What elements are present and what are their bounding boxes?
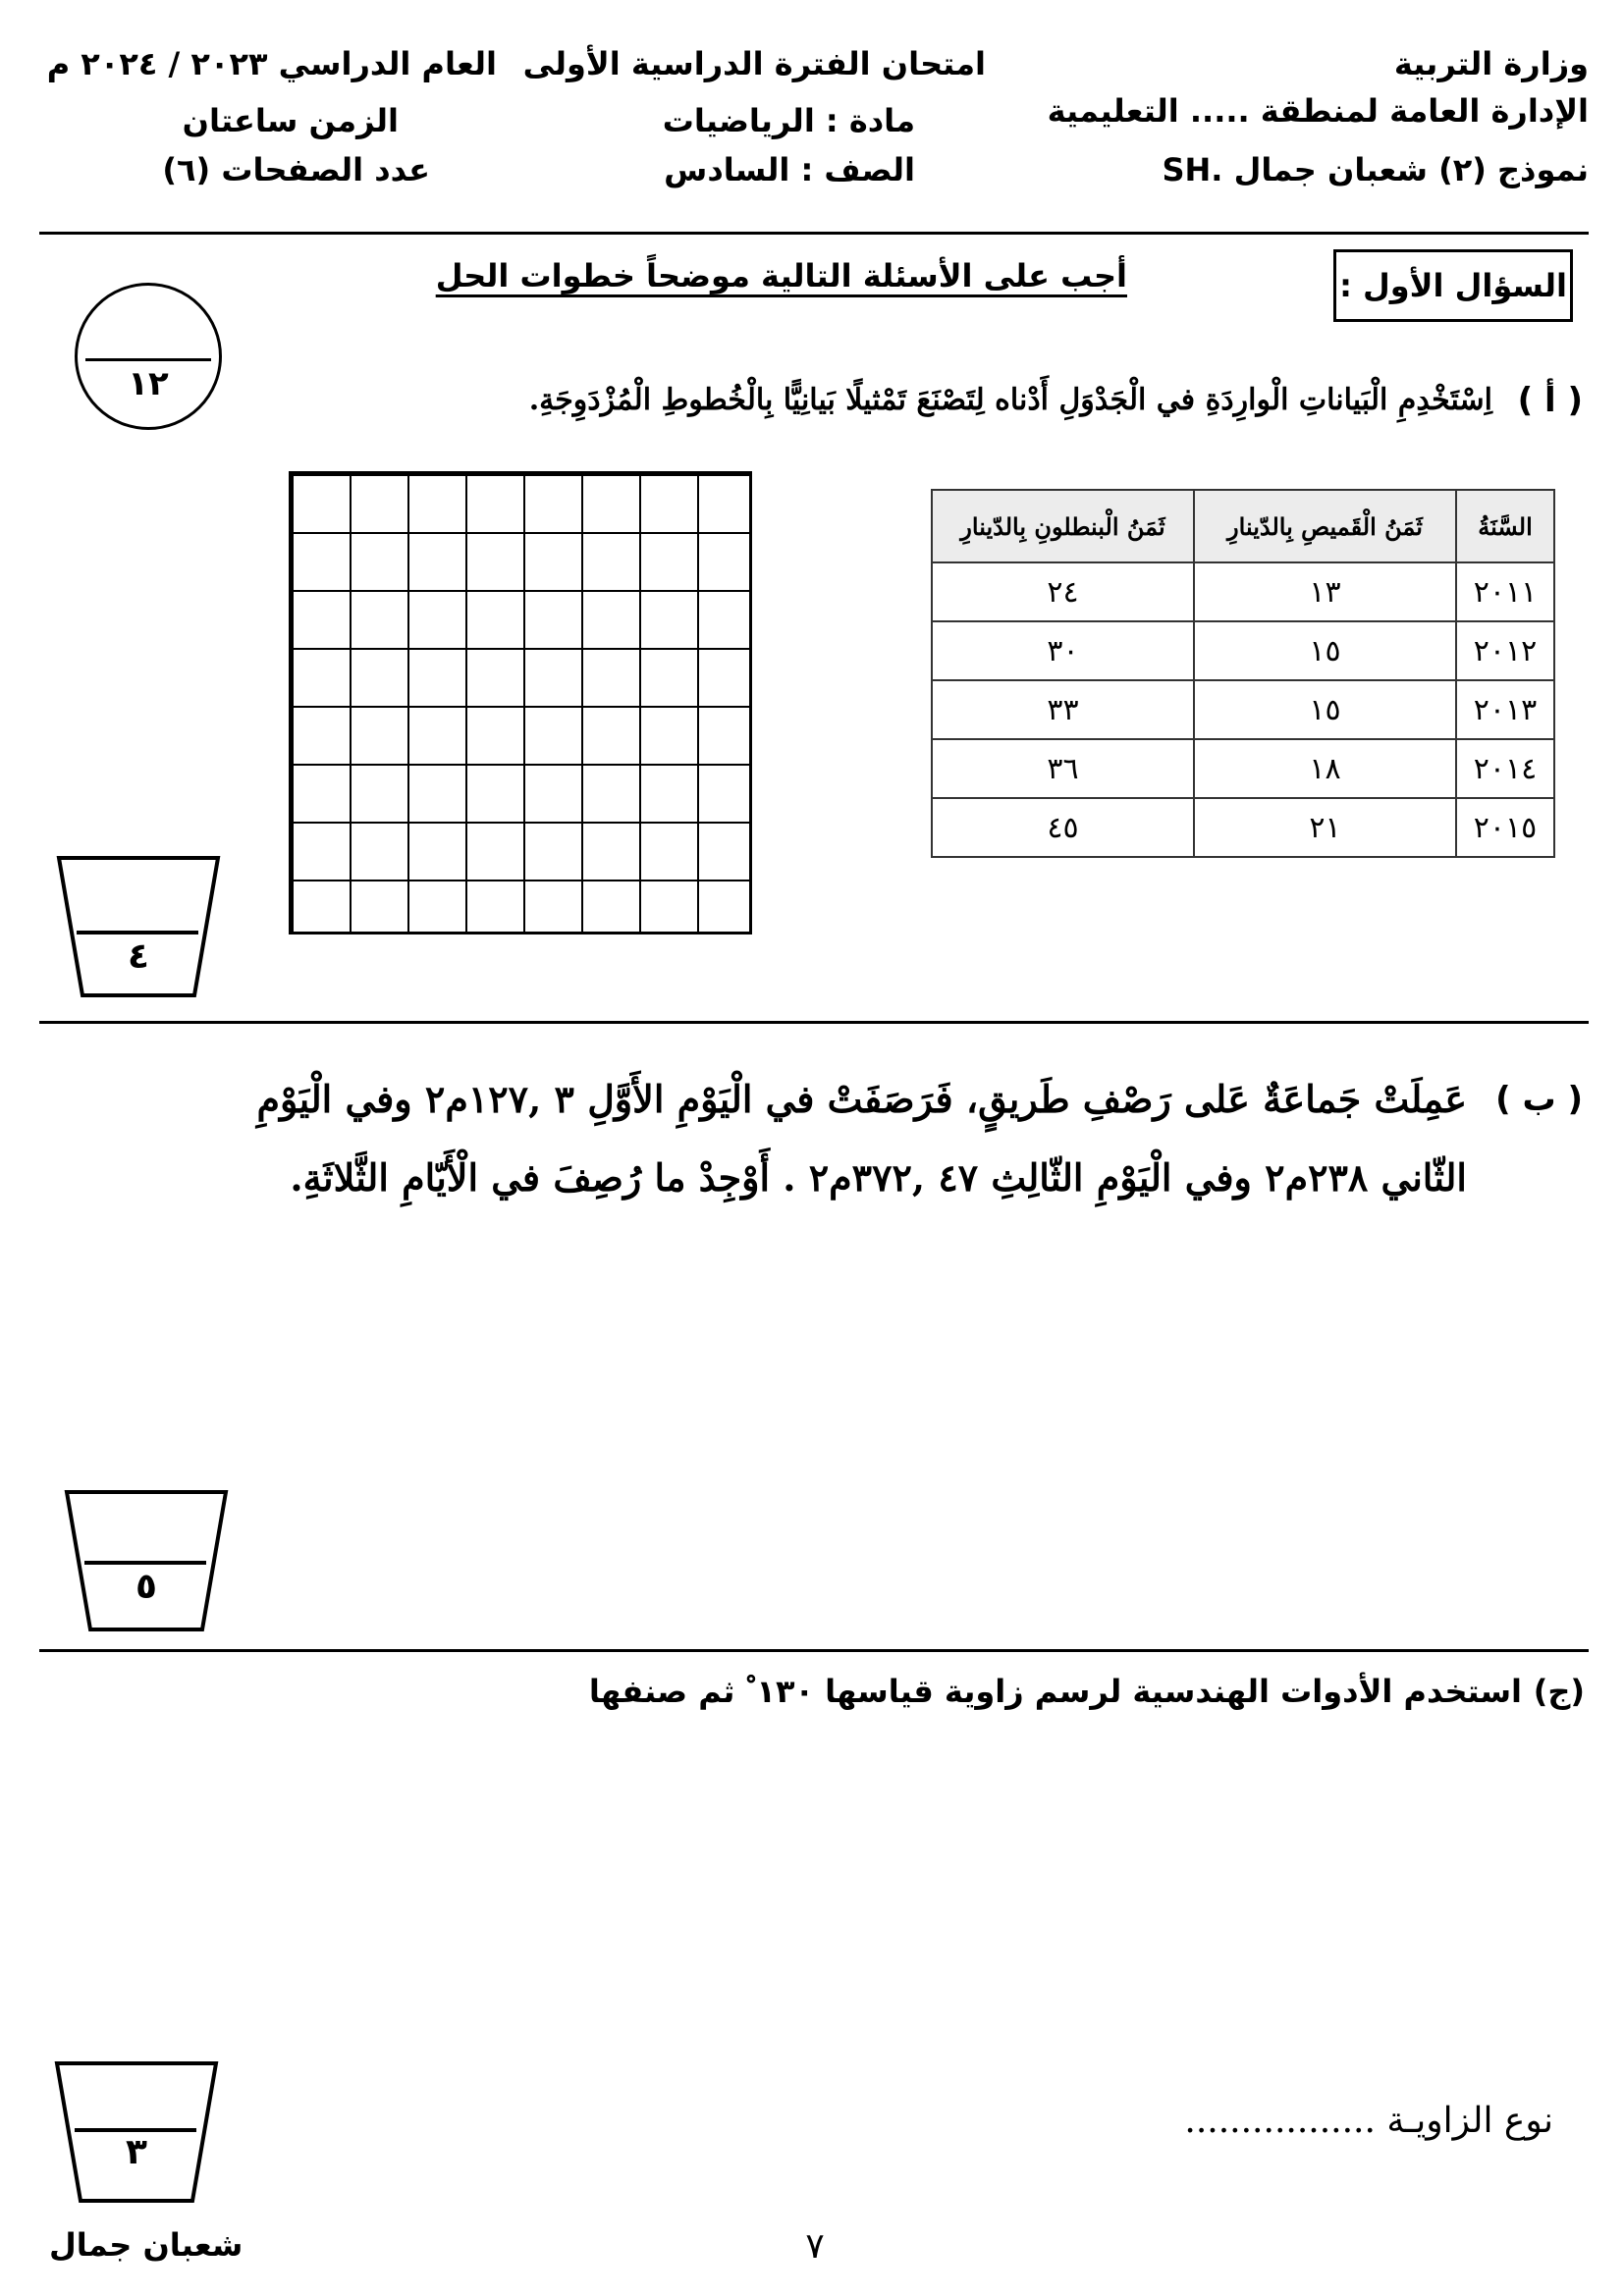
part-b-score-box (63, 1488, 230, 1635)
ministry-name: وزارة التربية (1393, 45, 1589, 82)
part-a-label: ( أ ) (1517, 381, 1583, 420)
exam-title: امتحان الفترة الدراسية الأولى (522, 45, 986, 82)
table-header-row (932, 490, 1554, 562)
cell-pants-price: ٣٣ (932, 680, 1194, 739)
cell-pants-price: ٣٠ (932, 621, 1194, 680)
table-row (932, 621, 1554, 680)
header-divider (39, 232, 1589, 235)
page-count: عدد الصفحات (٦) (162, 151, 430, 188)
table-row (932, 562, 1554, 621)
cell-year: ٢٠١٢ (1456, 621, 1554, 680)
exam-model: نموذج (٢) شعبان جمال .SH (1162, 151, 1589, 188)
cell-pants-price: ٣٦ (932, 739, 1194, 798)
header-year: السَّنَةُ (1456, 490, 1554, 562)
part-a-divider (39, 1021, 1589, 1024)
part-b-score: ٥ (135, 1567, 157, 1607)
angle-type-answer-line: نوع الزاويـة ................. (1184, 2101, 1553, 2141)
academic-year: العام الدراسي ٢٠٢٣ / ٢٠٢٤ م (46, 45, 497, 82)
graph-grid (289, 471, 752, 934)
prices-table (931, 489, 1555, 858)
part-c-label: (ج) (1533, 1673, 1585, 1710)
header-pants-price: ثَمَنُ الْبنطلونِ بِالدّينارِ (932, 490, 1194, 562)
cell-pants-price: ٢٤ (932, 562, 1194, 621)
cell-shirt-price: ١٣ (1194, 562, 1456, 621)
table-row (932, 680, 1554, 739)
table-row (932, 739, 1554, 798)
question1-total-score-value: ١٢ (128, 364, 169, 403)
part-b-label: ( ب ) (1495, 1080, 1583, 1119)
cell-year: ٢٠١٤ (1456, 739, 1554, 798)
cell-year: ٢٠١٥ (1456, 798, 1554, 857)
part-b-line2: الثّاني ٢٣٨م٢ وفي الْيَوْمِ الثّالِثِ ٤٧ ,٣٧٢م٢ . أَوْجِدْ ما رُصِفَ في الْأَيّامِ الثَّلاثَةِ. (290, 1155, 1467, 1200)
page-number: ٧ (805, 2226, 825, 2267)
question1-total-score (75, 283, 222, 430)
part-b-line1: عَمِلَتْ جَماعَةٌ عَلى رَصْفِ طَريقٍ، فَرَصَفَتْ في الْيَوْمِ الأَوَّلِ ٣ ,١٢٧م٢ وفي الْيَوْمِ (256, 1077, 1467, 1121)
exam-duration: الزمن ساعتان (182, 102, 399, 139)
part-a-score: ٤ (128, 936, 149, 977)
part-c-text: استخدم الأدوات الهندسية لرسم زاوية قياسها ١٣٠ ْ ثم صنفها (588, 1673, 1522, 1710)
table-row (932, 798, 1554, 857)
part-c-score: ٣ (126, 2132, 147, 2172)
question1-label: السؤال الأول : (1339, 267, 1567, 304)
part-a-score-box (55, 854, 222, 1001)
cell-year: ٢٠١١ (1456, 562, 1554, 621)
directorate-name: الإدارة العامة لمنطقة ..... التعليمية (1047, 92, 1589, 130)
cell-shirt-price: ٢١ (1194, 798, 1456, 857)
part-a-text: اِسْتَخْدِمِ الْبَياناتِ الْوارِدَةِ في الْجَدْوَلِ أَدْناه لِتَصْنَعَ تَمْثيلًا بَيانِيًّا بِالْخُطوطِ الْمُزْدَوِجَةِ. (528, 383, 1492, 417)
header-shirt-price: ثَمَنُ الْقَميصِ بِالدّينارِ (1194, 490, 1456, 562)
cell-year: ٢٠١٣ (1456, 680, 1554, 739)
cell-shirt-price: ١٥ (1194, 680, 1456, 739)
subject: مادة : الرياضيات (662, 102, 915, 139)
cell-shirt-price: ١٥ (1194, 621, 1456, 680)
author-name: شعبان جمال (49, 2226, 244, 2264)
grade: الصف : السادس (664, 151, 915, 188)
cell-pants-price: ٤٥ (932, 798, 1194, 857)
question1-instruction: أجب على الأسئلة التالية موضحاً خطوات الحل (435, 257, 1127, 294)
question1-label-box (1333, 249, 1573, 322)
part-b-divider (39, 1649, 1589, 1652)
cell-shirt-price: ١٨ (1194, 739, 1456, 798)
